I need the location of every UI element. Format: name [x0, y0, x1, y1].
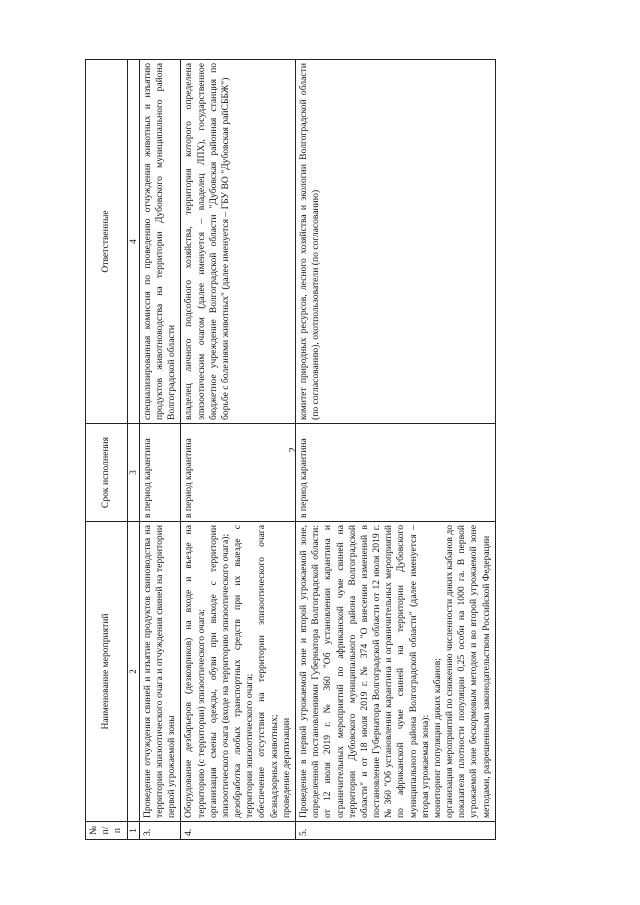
responsible: комитет природных ресурсов, лесного хозяйства и экологии Волгоградской области (по согласованию), охотпользователи (по согласованию) — [296, 60, 496, 424]
table-row — [296, 60, 496, 840]
column-index: 1 — [127, 822, 139, 840]
measure-line: организация смены одежды, обуви при выходе с территории эпизоотического очага (входе на территорию эпизоотического очага); — [207, 525, 231, 818]
header-name: Наименование мероприятий — [86, 522, 128, 822]
measure-name — [181, 522, 296, 822]
table-row — [181, 60, 296, 840]
column-index-row — [127, 60, 139, 840]
row-number: 4. — [181, 822, 296, 840]
header-term: Срок исполнения — [86, 424, 128, 522]
measure-line: Проведение отчуждения свиней и изъятие продуктов свиноводства на территории эпизоотического очага и отчуждения свиней на территории первой угрожаемой зоны — [141, 525, 178, 818]
term: в период карантина — [181, 424, 296, 522]
column-index: 3 — [127, 424, 139, 522]
measure-name — [296, 522, 496, 822]
measure-line: организация мероприятий по снижению численности диких кабанов до показателя плотности популяции 0,25 особи на 1000 га. В первой угрожаемой зоне бескормовым методом и во второй угрожаемой зоне методами, разрешенными законодательством Российской Федерации — [444, 525, 492, 818]
measure-line: Проведение в первой угрожаемой зоне и второй угрожаемой зоне, определенной постановлениями Губернатора Волгоградской области: от 12 июля 2019 г. № 360 "Об установлении карантина и ограничительных мероприятий по африканской чуме свиней на территории Дубовского муниципального района Волгоградской области" и от 18 июля 2019 г. № 374 "О внесении изменений в постановление Губернатора Волгоградской области от 12 июля 2019 г. № 360 "Об установлении карантина и ограничительных мероприятий по африканской чуме свиней на территории Дубовского муниципального района Волгоградской области" (далее именуется – вторая угрожаемая зона): — [298, 525, 431, 818]
measure-line: дезобработка любых транспортных средств при их выезде с территории эпизоотического очага; — [232, 525, 256, 818]
measure-line: проведение дератизации — [280, 717, 292, 818]
term: в период карантина — [139, 424, 181, 522]
page-number: 2 — [287, 447, 299, 453]
rotated-table-container — [85, 60, 575, 840]
row-number: 3. — [139, 822, 181, 840]
responsible: владелец личного подсобного хозяйства, территория которого определена эпизоотическим очагом (далее именуется – владелец ЛПХ), государственное бюджетное учреждение Волгоградской области "Дубовская районная станция по борьбе с болезнями животных" (далее именуется – ГБУ ВО "Дубовская райСББЖ") — [181, 60, 296, 424]
measures-table — [85, 59, 496, 840]
measure-name — [139, 522, 181, 822]
measure-line: мониторинг популяции диких кабанов; — [431, 658, 443, 818]
responsible: специализированная комиссия по проведению отчуждения животных и изъятию продуктов животноводства на территории Дубовского муниципального района Волгоградской области — [139, 60, 181, 424]
table-header-row — [86, 60, 128, 840]
term: в период карантина — [296, 424, 496, 522]
column-index: 4 — [127, 60, 139, 424]
header-responsible: Ответственные — [86, 60, 128, 424]
table-row — [139, 60, 181, 840]
row-number: 5. — [296, 822, 496, 840]
measure-line: обеспечение отсутствия на территории эпизоотического очага безнадзорных животных; — [256, 525, 280, 818]
measure-line: Оборудование дезбарьеров (дезковриков) на входе и въезде на территорию (с территории) эпизоотического очага; — [183, 525, 207, 818]
column-index: 2 — [127, 522, 139, 822]
header-num: № п/п — [86, 822, 128, 840]
